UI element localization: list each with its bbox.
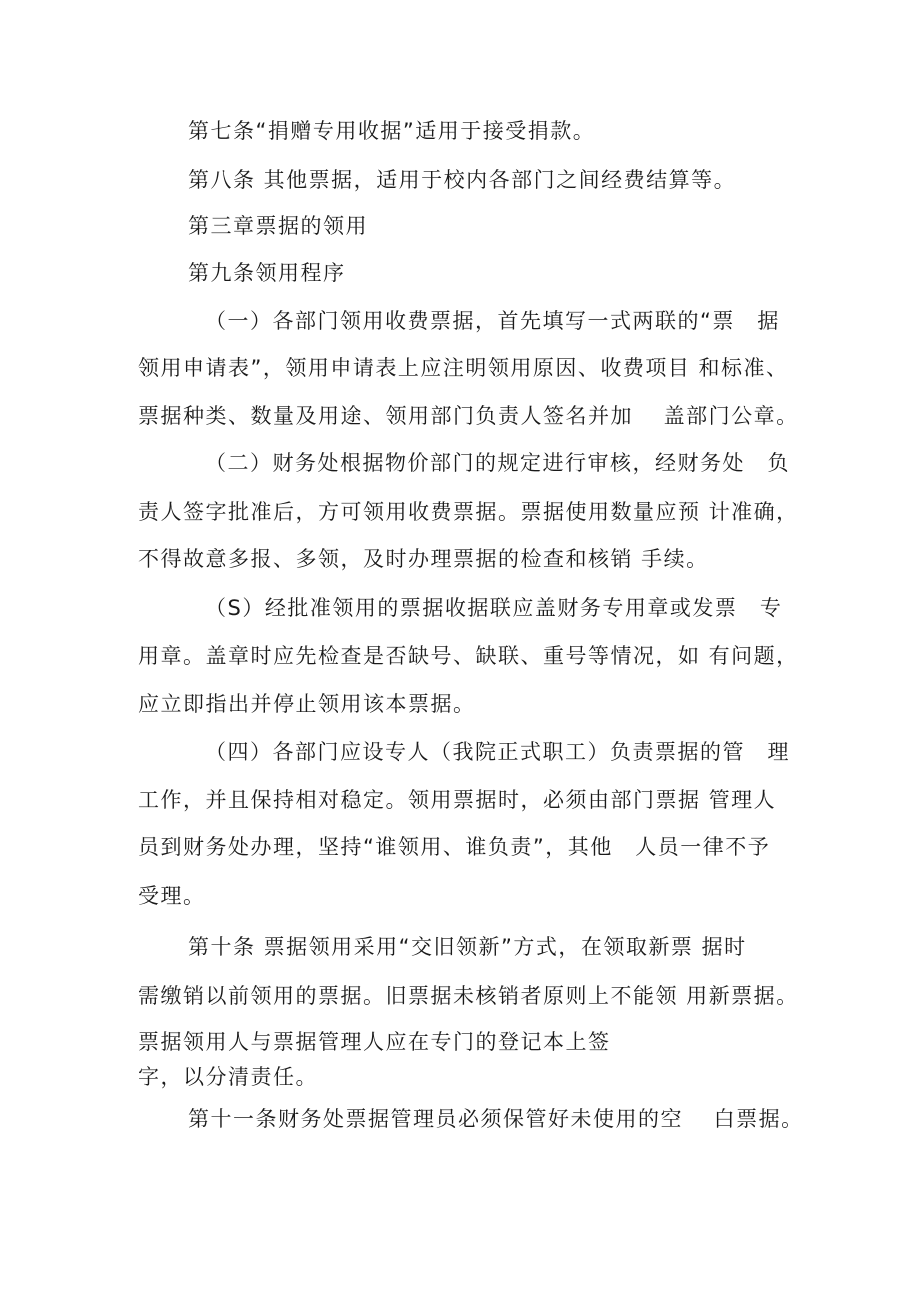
clause-2-line-3: 不得故意多报、多领，及时办理票据的检查和核销 手续。 [138,547,709,571]
clause-1-line-1: （一）各部门领用收费票据，首先填写一式两联的“票 据 [205,309,780,333]
clause-1-line-2: 领用申请表”，领用申请表上应注明领用原因、收费项目 和标准、 [138,356,789,380]
clause-3-line-3: 应立即指出并停止领用该本票据。 [138,692,476,716]
clause-1-line-3: 票据种类、数量及用途、领用部门负责人签名并加 盖部门公章。 [138,404,799,428]
clause-3-line-1: （S）经批准领用的票据收据联应盖财务专用章或发票 专 [205,596,783,620]
paragraph-article-8: 第八条 其他票据，适用于校内各部门之间经费结算等。 [188,168,737,192]
chapter-heading-3: 第三章票据的领用 [188,214,368,238]
clause-2-line-2: 责人签字批准后，方可领用收费票据。票据使用数量应预 计准确， [138,500,799,524]
paragraph-article-9-title: 第九条领用程序 [188,261,346,285]
clause-2-line-1: （二）财务处根据物价部门的规定进行审核，经财务处 负 [205,451,790,475]
article-10-line-1: 第十条 票据领用采用“交旧领新”方式，在领取新票 据时 [188,935,747,959]
clause-4-line-1: （四）各部门应设专人（我院正式职工）负责票据的管 理 [205,740,790,764]
article-10-line-4: 字，以分清责任。 [138,1065,318,1089]
paragraph-article-7: 第七条“捐赠专用收据”适用于接受捐款。 [188,119,596,143]
clause-4-line-3: 员到财务处办理，坚持“谁领用、谁负责”，其他 人员一律不予 [138,835,771,859]
clause-4-line-4: 受理。 [138,884,206,908]
article-10-line-3: 票据领用人与票据管理人应在专门的登记本上签 [138,1030,611,1054]
clause-3-line-2: 用章。盖章时应先检查是否缺号、缺联、重号等情况，如 有问题， [138,644,799,668]
article-10-line-2: 需缴销以前领用的票据。旧票据未核销者原则上不能领 用新票据。 [138,984,799,1008]
article-11-line-1: 第十一条财务处票据管理员必须保管好未使用的空 白票据。 [188,1107,804,1131]
clause-4-line-2: 工作，并且保持相对稳定。领用票据时，必须由部门票据 管理人 [138,788,777,812]
